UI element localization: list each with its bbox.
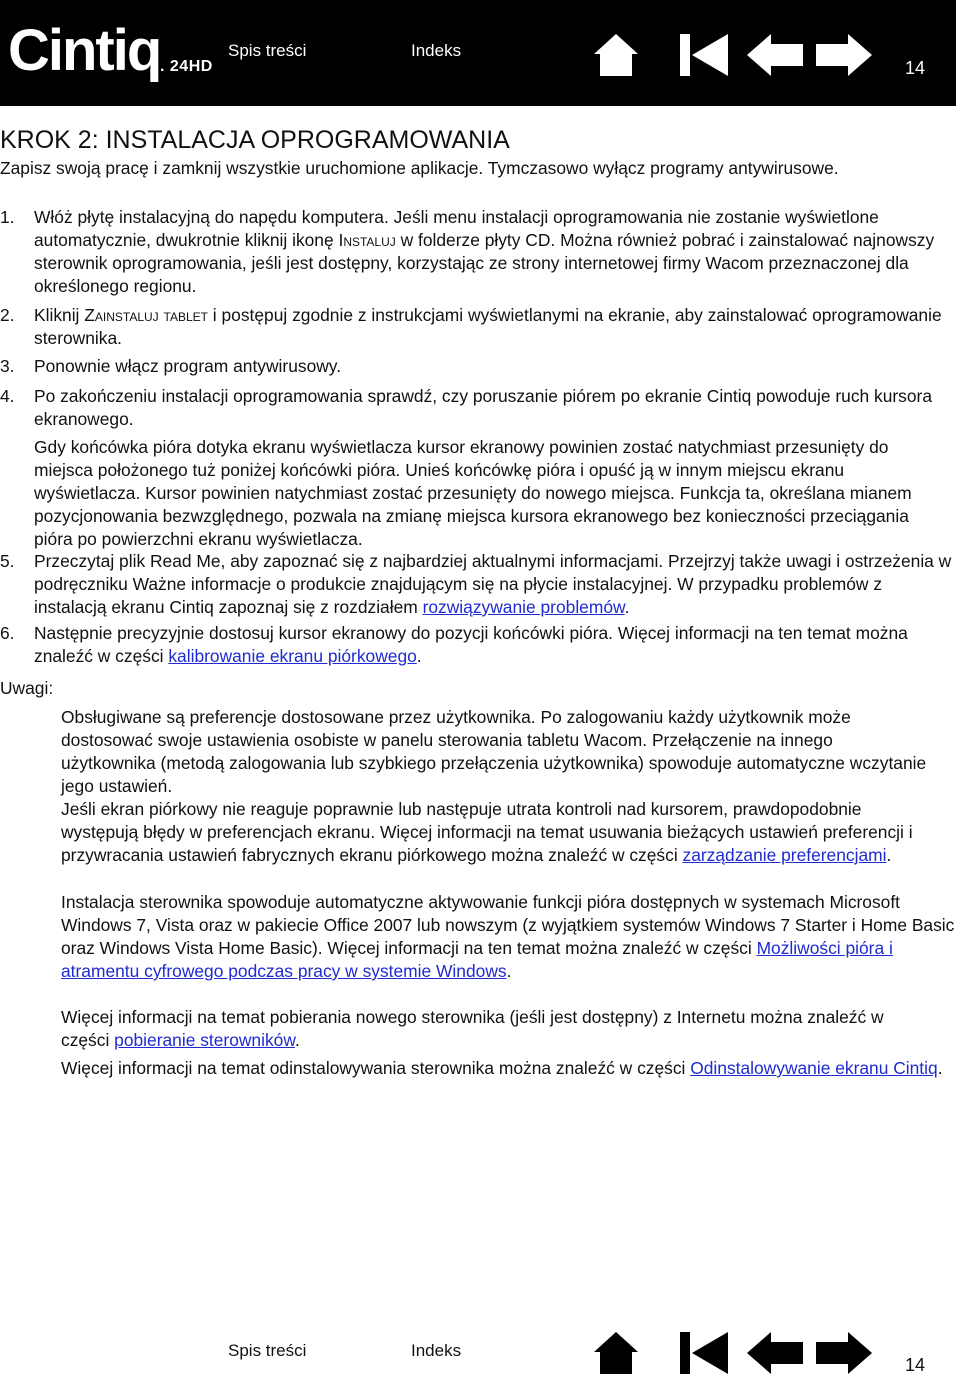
nav-toc-link[interactable]: Spis treści	[228, 41, 307, 60]
note-1: Obsługiwane są preferencje dostosowane przez użytkownika. Po zalogowaniu każdy użytkownik może dostosować swoje ustawienia osobiste w panelu sterowania tabletu Wacom. Przełączenie na innego użytkownika (metodą zalogowania lub szybkiego przełączenia użytkownika) spowoduje automatyczne wczytanie jego ustawień.	[61, 707, 927, 796]
nav-index-link[interactable]: Indeks	[411, 41, 462, 60]
footer-page-number: 14	[905, 1355, 926, 1375]
first-page-icon[interactable]	[680, 34, 730, 76]
home-icon[interactable]	[592, 32, 640, 78]
note-3: Instalacja sterownika spowoduje automatyczne aktywowanie funkcji pióra dostępnych w systemach Microsoft Windows 7, Vista oraz w pakiecie Office 2007 lub nowszym (z wyjątkiem systemów Windows 7 Starter i Home Basic oraz Windows Vista Home Basic). Więcej informacji na ten temat można znaleźć w części Możliwości pióra i atramentu cyfrowego podczas pracy w systemie Windows.	[61, 892, 955, 981]
step-4-extra: Gdy końcówka pióra dotyka ekranu wyświetlacza kursor ekranowy powinien zostać natychmiast przesunięty do miejsca położonego tuż poniżej końcówki pióra. Unieś końcówkę pióra i opuść ją w innym miejscu ekranu wyświetlacza. Kursor powinien natychmiast zostać przesunięty do nowego miejsca. Funkcja ta, określana mianem pozycjonowania bezwzględnego, pozwala na zmianę miejsca kursora ekranowego bez konieczności przeciągania pióra po powierzchni ekranu wyświetlacza.	[34, 437, 912, 549]
step-number: 4.	[0, 386, 15, 406]
step-1-text: Włóż płytę instalacyjną do napędu komputera. Jeśli menu instalacji oprogramowania nie zostanie wyświetlone automatycznie, dwukrotnie kliknij ikonę Instaluj w folderze płyty CD. Można również pobrać i zainstalować najnowszy sterownik oprogramowania, jeśli jest dostępny, korzystając ze strony internetowej firmy Wacom przeznaczonej dla określonego regionu.	[34, 207, 935, 296]
footer-index-link[interactable]: Indeks	[411, 1341, 462, 1360]
step-6-text: Następnie precyzyjnie dostosuj kursor ekranowy do pozycji końcówki pióra. Więcej informacji na ten temat można znaleźć w części kalibrowanie ekranu piórkowego.	[34, 623, 908, 666]
header-bar	[0, 0, 956, 106]
previous-page-icon[interactable]	[747, 34, 803, 76]
step-5-text: Przeczytaj plik Read Me, aby zapoznać się z najbardziej aktualnymi informacjami. Przejrzyj także uwagi i ostrzeżenia w podręczniku Ważne informacje o produkcie znajdującym się na płycie instalacyjnej. W przypadku problemów z instalacją ekranu Cintiq zapoznaj się z rozdziałem rozwiązywanie problemów.	[34, 551, 952, 617]
previous-page-icon[interactable]	[747, 1332, 803, 1374]
step-number: 1.	[0, 207, 15, 227]
step-4-text: Po zakończeniu instalacji oprogramowania sprawdź, czy poruszanie piórem po ekranie Cintiq powoduje ruch kursora ekranowego.	[34, 386, 933, 429]
step-number: 5.	[0, 551, 15, 571]
step-number: 3.	[0, 356, 15, 376]
page-number: 14	[905, 58, 926, 78]
intro-paragraph: Zapisz swoją pracę i zamknij wszystkie uruchomione aplikacje. Tymczasowo wyłącz programy antywirusowe.	[0, 158, 839, 178]
note-4: Więcej informacji na temat pobierania nowego sterownika (jeśli jest dostępny) z Internetu można znaleźć w części pobieranie sterowników.	[61, 1007, 884, 1050]
uninstall-link[interactable]: Odinstalowywanie ekranu Cintiq	[690, 1058, 938, 1078]
notes-label: Uwagi:	[0, 678, 54, 698]
troubleshooting-link[interactable]: rozwiązywanie problemów	[422, 597, 625, 617]
next-page-icon[interactable]	[816, 1332, 872, 1374]
section-title: KROK 2: INSTALACJA OPROGRAMOWANIA	[0, 126, 510, 154]
first-page-icon[interactable]	[680, 1332, 730, 1374]
home-icon[interactable]	[592, 1330, 640, 1374]
download-drivers-link[interactable]: pobieranie sterowników	[114, 1030, 295, 1050]
step-number: 2.	[0, 305, 15, 325]
next-page-icon[interactable]	[816, 34, 872, 76]
step-number: 6.	[0, 623, 15, 643]
step-3-text: Ponownie włącz program antywirusowy.	[34, 356, 342, 376]
note-5: Więcej informacji na temat odinstalowywania sterownika można znaleźć w części Odinstalowywanie ekranu Cintiq.	[61, 1058, 943, 1078]
pen-windows-link[interactable]: Możliwości pióra i atramentu cyfrowego podczas pracy w systemie Windows	[61, 938, 893, 981]
cintiq-logo: Cintiq . 24HD	[8, 18, 213, 83]
step-2-text: Kliknij Zainstaluj tablet i postępuj zgodnie z instrukcjami wyświetlanymi na ekranie, aby zainstalować oprogramowanie sterownika.	[34, 305, 942, 348]
preferences-link[interactable]: zarządzanie preferencjami	[682, 845, 887, 865]
calibration-link[interactable]: kalibrowanie ekranu piórkowego	[168, 646, 417, 666]
note-2: Jeśli ekran piórkowy nie reaguje poprawnie lub następuje utrata kontroli nad kursorem, prawdopodobnie występują błędy w preferencjach ekranu. Więcej informacji na temat usuwania bieżących ustawień preferencji i przywracania ustawień fabrycznych ekranu piórkowego można znaleźć w części zarządzanie preferencjami.	[61, 799, 913, 865]
footer-toc-link[interactable]: Spis treści	[228, 1341, 307, 1360]
